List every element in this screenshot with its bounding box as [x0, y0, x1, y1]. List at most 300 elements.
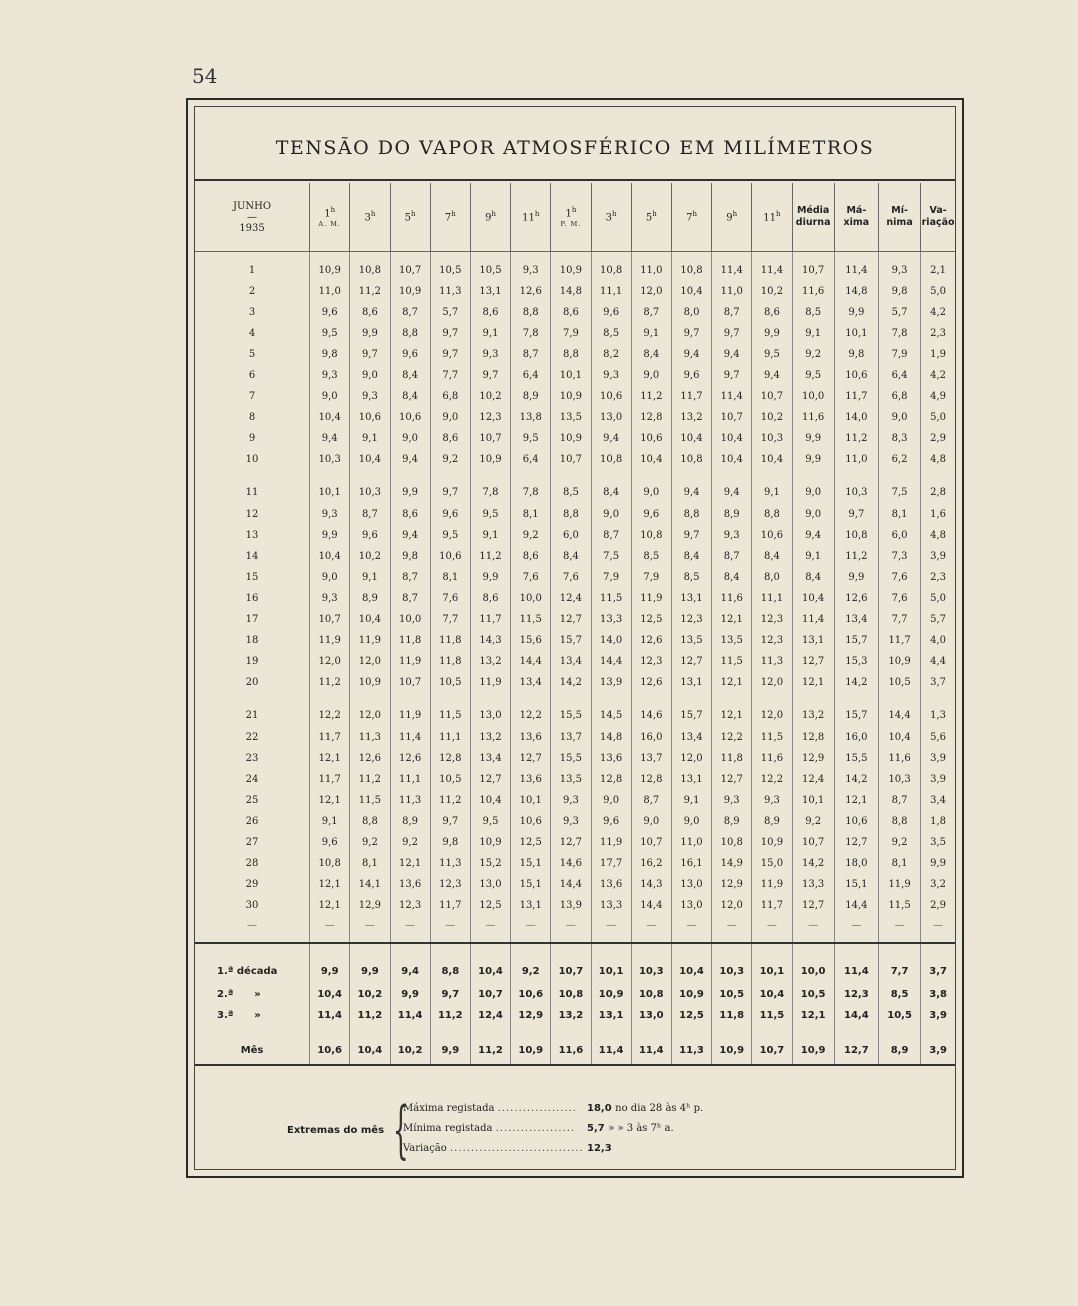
- value-cell: 8,8: [511, 302, 551, 323]
- value-cell: 8,9: [712, 504, 752, 525]
- decade-value: 12,3: [834, 984, 878, 1005]
- value-cell: 10,1: [834, 323, 878, 344]
- table-row: [195, 811, 955, 832]
- decade-value: 10,1: [591, 943, 631, 984]
- value-cell: 9,0: [310, 567, 350, 588]
- month-value: 11,6: [551, 1026, 591, 1065]
- value-cell: 10,9: [752, 832, 792, 853]
- decade-value: 10,4: [752, 984, 792, 1005]
- value-cell: 13,4: [671, 727, 711, 748]
- value-cell: 11,3: [430, 281, 470, 302]
- value-cell: 9,0: [390, 428, 430, 449]
- month-value: 10,9: [511, 1026, 551, 1065]
- value-cell: 8,6: [470, 302, 510, 323]
- value-cell: 9,3: [591, 365, 631, 386]
- day-cell: 18: [245, 635, 259, 646]
- table-row: [195, 588, 955, 609]
- value-cell: 11,3: [752, 651, 792, 672]
- value-cell: 9,0: [792, 470, 834, 504]
- value-cell: 8,6: [390, 504, 430, 525]
- decade-label: 2.ª »: [217, 989, 261, 1000]
- value-cell: 9,6: [591, 302, 631, 323]
- value-cell: 14,2: [551, 672, 591, 693]
- value-cell: 10,4: [350, 609, 390, 630]
- value-cell: 8,6: [551, 302, 591, 323]
- separator-cell: [350, 934, 390, 943]
- value-cell: 12,6: [511, 281, 551, 302]
- value-cell: 14,4: [511, 651, 551, 672]
- value-cell: 10,4: [792, 588, 834, 609]
- value-cell: 5,7: [878, 302, 920, 323]
- value-cell: 10,6: [430, 546, 470, 567]
- value-cell: 10,9: [310, 252, 350, 282]
- table-row: [195, 386, 955, 407]
- max-value: 18,0: [587, 1103, 612, 1114]
- decade-value: 10,4: [310, 984, 350, 1005]
- value-cell: 8,5: [631, 546, 671, 567]
- value-cell: 10,2: [752, 281, 792, 302]
- value-cell: 12,9: [350, 895, 390, 916]
- header-hour-unit: h: [732, 210, 738, 219]
- value-cell: 12,7: [470, 769, 510, 790]
- value-cell: 10,6: [834, 811, 878, 832]
- value-cell: 12,0: [712, 895, 752, 916]
- value-cell: 12,7: [834, 832, 878, 853]
- value-cell: 2,3: [921, 323, 955, 344]
- header-hour-value: 1: [324, 208, 331, 220]
- value-cell: 12,7: [792, 651, 834, 672]
- table-row: [195, 748, 955, 769]
- value-cell: 11,5: [591, 588, 631, 609]
- value-cell: 3,2: [921, 874, 955, 895]
- header-media-diurna-line2: diurna: [795, 217, 831, 228]
- value-cell: 9,5: [470, 504, 510, 525]
- var-value-wrap: [587, 1143, 612, 1154]
- value-cell: 10,4: [310, 407, 350, 428]
- value-cell: 10,4: [470, 790, 510, 811]
- table-row: [195, 449, 955, 470]
- value-cell: 10,2: [350, 546, 390, 567]
- value-cell: 10,7: [390, 252, 430, 282]
- decade-value: 10,0: [792, 943, 834, 984]
- min-note: » » 3 às 7ʰ a.: [608, 1123, 674, 1134]
- value-cell: 12,7: [551, 609, 591, 630]
- value-cell: 11,6: [878, 748, 920, 769]
- min-row: Mínima registada ...................: [403, 1123, 576, 1134]
- decade-value: 9,9: [350, 943, 390, 984]
- value-cell: 11,7: [470, 609, 510, 630]
- value-cell: 8,7: [511, 344, 551, 365]
- value-cell: 11,9: [752, 874, 792, 895]
- day-cell: 13: [245, 530, 259, 541]
- value-cell: 10,4: [671, 428, 711, 449]
- value-cell: 9,3: [712, 790, 752, 811]
- value-cell: 9,3: [511, 252, 551, 282]
- header-hour-unit: h: [692, 210, 697, 219]
- value-cell: 12,7: [792, 895, 834, 916]
- value-cell: 7,6: [430, 588, 470, 609]
- separator-cell: [921, 934, 955, 943]
- decade-value: 10,6: [511, 984, 551, 1005]
- value-cell: 12,2: [752, 769, 792, 790]
- decade-value: 9,2: [511, 943, 551, 984]
- value-cell: 11,9: [470, 672, 510, 693]
- dash-cell: —: [921, 916, 955, 934]
- value-cell: 10,9: [470, 832, 510, 853]
- month-value: 9,9: [430, 1026, 470, 1065]
- value-cell: 13,8: [511, 407, 551, 428]
- value-cell: 7,8: [511, 470, 551, 504]
- value-cell: 9,3: [310, 504, 350, 525]
- day-cell: 14: [245, 551, 259, 562]
- max-label: Máxima registada: [403, 1103, 495, 1114]
- value-cell: 2,8: [921, 470, 955, 504]
- table-row: [195, 630, 955, 651]
- value-cell: 10,9: [551, 252, 591, 282]
- value-cell: 4,8: [921, 449, 955, 470]
- value-cell: 9,2: [390, 832, 430, 853]
- value-cell: 11,8: [712, 748, 752, 769]
- value-cell: 10,5: [430, 672, 470, 693]
- value-cell: 9,0: [350, 365, 390, 386]
- table-row: [195, 323, 955, 344]
- value-cell: 1,3: [921, 693, 955, 727]
- value-cell: 11,2: [470, 546, 510, 567]
- dash-cell: —: [752, 916, 792, 934]
- value-cell: 9,2: [511, 525, 551, 546]
- value-cell: 11,5: [712, 651, 752, 672]
- day-cell: 11: [245, 486, 259, 498]
- dash-cell: —: [671, 916, 711, 934]
- day-cell: 12: [245, 509, 259, 520]
- value-cell: 13,2: [671, 407, 711, 428]
- value-cell: 11,2: [834, 546, 878, 567]
- dash-cell: —: [310, 916, 350, 934]
- value-cell: 8,4: [551, 546, 591, 567]
- decade-value: 11,2: [350, 1005, 390, 1026]
- header-year: 1935: [239, 222, 265, 234]
- value-cell: 10,4: [631, 449, 671, 470]
- day-cell: 24: [245, 774, 259, 785]
- table-title: TENSÃO DO VAPOR ATMOSFÉRICO EM MILÍMETROS: [275, 137, 875, 159]
- dash-cell: —: [878, 916, 920, 934]
- decade-value: 9,7: [430, 984, 470, 1005]
- value-cell: 12,4: [551, 588, 591, 609]
- value-cell: 13,1: [511, 895, 551, 916]
- table-row: [195, 769, 955, 790]
- value-cell: 9,4: [712, 344, 752, 365]
- value-cell: 9,3: [470, 344, 510, 365]
- max-value-wrap: [587, 1103, 703, 1114]
- value-cell: 9,3: [551, 790, 591, 811]
- decade-value: 11,8: [712, 1005, 752, 1026]
- value-cell: 13,1: [671, 769, 711, 790]
- value-cell: 8,0: [752, 567, 792, 588]
- value-cell: 8,8: [878, 811, 920, 832]
- page-number: 54: [192, 64, 218, 88]
- value-cell: 9,0: [792, 504, 834, 525]
- header-row: [195, 183, 955, 252]
- value-cell: 11,1: [390, 769, 430, 790]
- day-cell: 5: [248, 349, 256, 360]
- header-hour-unit: h: [330, 206, 336, 215]
- value-cell: 12,0: [631, 281, 671, 302]
- value-cell: 7,6: [551, 567, 591, 588]
- value-cell: 9,0: [671, 811, 711, 832]
- value-cell: 9,4: [310, 428, 350, 449]
- value-cell: 9,1: [470, 525, 510, 546]
- value-cell: 9,3: [551, 811, 591, 832]
- value-cell: 11,7: [671, 386, 711, 407]
- value-cell: 8,4: [712, 567, 752, 588]
- header-hour-value: 3: [605, 212, 613, 224]
- decade-value: 10,4: [671, 943, 711, 984]
- day-cell: 23: [245, 753, 259, 764]
- header-hour-value: 7: [686, 212, 693, 224]
- value-cell: 11,0: [310, 281, 350, 302]
- value-cell: 6,4: [511, 365, 551, 386]
- value-cell: 6,8: [878, 386, 920, 407]
- value-cell: 9,1: [631, 323, 671, 344]
- value-cell: 13,2: [792, 693, 834, 727]
- dash-cell: —: [511, 916, 551, 934]
- value-cell: 8,1: [430, 567, 470, 588]
- day-cell: 4: [248, 328, 256, 339]
- value-cell: 7,6: [511, 567, 551, 588]
- value-cell: 9,9: [921, 853, 955, 874]
- value-cell: 12,8: [591, 769, 631, 790]
- value-cell: 12,5: [470, 895, 510, 916]
- value-cell: 10,6: [752, 525, 792, 546]
- value-cell: 9,7: [470, 365, 510, 386]
- value-cell: 13,4: [470, 748, 510, 769]
- value-cell: 11,9: [390, 651, 430, 672]
- value-cell: 12,1: [310, 790, 350, 811]
- dash-cell: —: [631, 916, 671, 934]
- decade-row: [195, 984, 955, 1005]
- value-cell: 9,1: [470, 323, 510, 344]
- value-cell: 12,0: [350, 651, 390, 672]
- value-cell: 8,8: [551, 344, 591, 365]
- decade-value: 12,5: [671, 1005, 711, 1026]
- value-cell: 9,4: [671, 470, 711, 504]
- dash-cell: —: [247, 919, 258, 931]
- value-cell: 7,8: [878, 323, 920, 344]
- value-cell: 8,7: [390, 567, 430, 588]
- value-cell: 8,6: [470, 588, 510, 609]
- value-cell: 10,7: [631, 832, 671, 853]
- day-cell: 7: [248, 391, 256, 402]
- value-cell: 10,2: [752, 407, 792, 428]
- dash-cell: —: [792, 916, 834, 934]
- value-cell: 11,8: [430, 651, 470, 672]
- decade-value: 13,2: [551, 1005, 591, 1026]
- value-cell: 12,0: [310, 651, 350, 672]
- min-value-wrap: [587, 1123, 674, 1134]
- value-cell: 9,2: [792, 344, 834, 365]
- header-variacao-line2: riação: [921, 217, 955, 228]
- table-row: [195, 790, 955, 811]
- value-cell: 14,3: [470, 630, 510, 651]
- value-cell: 8,7: [390, 302, 430, 323]
- decade-value: 10,3: [712, 943, 752, 984]
- value-cell: 14,2: [792, 853, 834, 874]
- value-cell: 12,9: [792, 748, 834, 769]
- separator-cell: [511, 934, 551, 943]
- value-cell: 10,6: [350, 407, 390, 428]
- value-cell: 13,1: [792, 630, 834, 651]
- value-cell: 9,6: [430, 504, 470, 525]
- value-cell: 10,0: [511, 588, 551, 609]
- decade-value: 11,2: [430, 1005, 470, 1026]
- month-value: 10,6: [310, 1026, 350, 1065]
- separator-cell: [631, 934, 671, 943]
- header-minima: [878, 183, 920, 252]
- value-cell: 9,4: [591, 428, 631, 449]
- decade-value: 11,4: [834, 943, 878, 984]
- value-cell: 8,7: [390, 588, 430, 609]
- month-value: 12,7: [834, 1026, 878, 1065]
- day-cell: 29: [245, 879, 259, 890]
- value-cell: 14,6: [551, 853, 591, 874]
- value-cell: 10,9: [878, 651, 920, 672]
- value-cell: 10,9: [551, 428, 591, 449]
- value-cell: 11,8: [430, 630, 470, 651]
- table-row: [195, 672, 955, 693]
- value-cell: 11,9: [350, 630, 390, 651]
- header-hour: [470, 183, 510, 252]
- value-cell: 11,1: [430, 727, 470, 748]
- header-hour: [511, 183, 551, 252]
- value-cell: 9,7: [430, 323, 470, 344]
- value-cell: 9,6: [310, 832, 350, 853]
- value-cell: 11,5: [430, 693, 470, 727]
- decade-value: 10,3: [631, 943, 671, 984]
- header-hour-value: 3: [364, 212, 371, 224]
- value-cell: 11,7: [310, 727, 350, 748]
- value-cell: 7,9: [591, 567, 631, 588]
- value-cell: 12,0: [752, 693, 792, 727]
- dash-cell: —: [430, 916, 470, 934]
- value-cell: 9,9: [792, 449, 834, 470]
- value-cell: 8,8: [390, 323, 430, 344]
- table-body: [195, 252, 955, 1066]
- header-maxima: [834, 183, 878, 252]
- separator-cell: [195, 934, 310, 943]
- dash-cell: —: [591, 916, 631, 934]
- decade-row: [195, 1005, 955, 1026]
- value-cell: 8,5: [551, 470, 591, 504]
- value-cell: 12,1: [792, 672, 834, 693]
- value-cell: 11,4: [752, 252, 792, 282]
- day-cell: 19: [245, 656, 259, 667]
- value-cell: 10,7: [792, 832, 834, 853]
- value-cell: 5,0: [921, 588, 955, 609]
- decade-row: [195, 943, 955, 984]
- decade-value: 3,8: [921, 984, 955, 1005]
- value-cell: 11,8: [390, 630, 430, 651]
- vapor-tension-table: [195, 183, 955, 1066]
- value-cell: 5,0: [921, 281, 955, 302]
- day-cell: 2: [248, 286, 256, 297]
- value-cell: 9,0: [878, 407, 920, 428]
- header-media-diurna: [792, 183, 834, 252]
- value-cell: 5,7: [430, 302, 470, 323]
- value-cell: 12,3: [752, 609, 792, 630]
- month-value: 11,2: [470, 1026, 510, 1065]
- value-cell: 14,4: [834, 895, 878, 916]
- value-cell: 10,7: [752, 386, 792, 407]
- day-cell: 6: [248, 370, 256, 381]
- value-cell: 11,7: [310, 769, 350, 790]
- value-cell: 1,9: [921, 344, 955, 365]
- var-label: Variação: [403, 1143, 447, 1154]
- value-cell: 9,4: [390, 525, 430, 546]
- value-cell: 13,3: [591, 609, 631, 630]
- value-cell: 1,6: [921, 504, 955, 525]
- value-cell: 10,5: [430, 769, 470, 790]
- value-cell: 13,2: [470, 727, 510, 748]
- value-cell: 11,4: [712, 386, 752, 407]
- value-cell: 9,5: [511, 428, 551, 449]
- header-hour: [671, 183, 711, 252]
- table-row: [195, 252, 955, 282]
- value-cell: 8,4: [671, 546, 711, 567]
- value-cell: 9,0: [631, 811, 671, 832]
- value-cell: 9,2: [878, 832, 920, 853]
- decade-value: 10,5: [878, 1005, 920, 1026]
- table-row: [195, 525, 955, 546]
- header-dash: —: [247, 211, 258, 223]
- month-value: 11,4: [591, 1026, 631, 1065]
- day-cell: 8: [248, 412, 256, 423]
- value-cell: 10,4: [712, 428, 752, 449]
- value-cell: 12,6: [631, 630, 671, 651]
- day-cell: 17: [245, 614, 259, 625]
- value-cell: 11,6: [792, 407, 834, 428]
- value-cell: 6,0: [551, 525, 591, 546]
- extremes-block: [195, 1093, 955, 1169]
- value-cell: 9,2: [430, 449, 470, 470]
- value-cell: 9,7: [834, 504, 878, 525]
- value-cell: 11,7: [752, 895, 792, 916]
- value-cell: 11,9: [878, 874, 920, 895]
- value-cell: 9,0: [631, 365, 671, 386]
- decade-value: 10,8: [551, 984, 591, 1005]
- value-cell: 9,9: [834, 302, 878, 323]
- header-hour: [430, 183, 470, 252]
- value-cell: 9,8: [878, 281, 920, 302]
- value-cell: 9,6: [310, 302, 350, 323]
- decade-value: 10,4: [470, 943, 510, 984]
- value-cell: 10,1: [551, 365, 591, 386]
- value-cell: 15,1: [511, 874, 551, 895]
- decade-value: 12,1: [792, 1005, 834, 1026]
- value-cell: 14,8: [834, 281, 878, 302]
- value-cell: 2,1: [921, 252, 955, 282]
- value-cell: 8,0: [671, 302, 711, 323]
- decade-value: 11,4: [310, 1005, 350, 1026]
- value-cell: 9,1: [310, 811, 350, 832]
- value-cell: 9,5: [752, 344, 792, 365]
- value-cell: 9,1: [350, 428, 390, 449]
- day-cell: 30: [245, 900, 259, 911]
- value-cell: 16,1: [671, 853, 711, 874]
- month-value: 8,9: [878, 1026, 920, 1065]
- value-cell: 9,6: [350, 525, 390, 546]
- header-hour-value: 5: [404, 212, 412, 224]
- value-cell: 10,8: [712, 832, 752, 853]
